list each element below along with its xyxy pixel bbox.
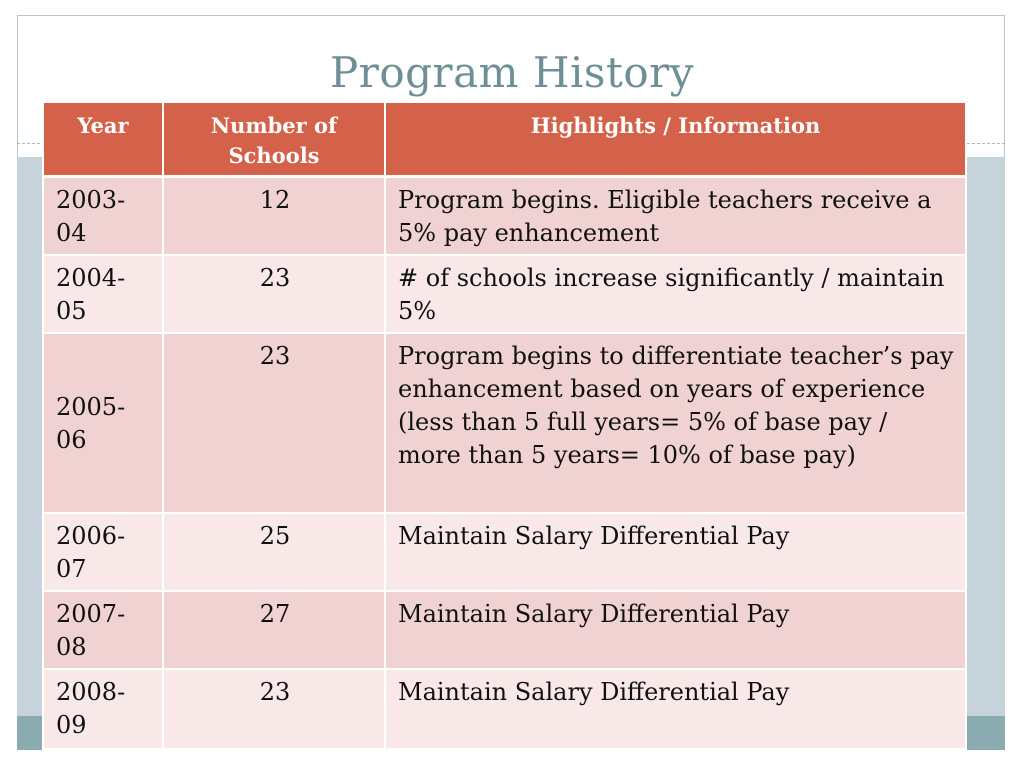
table-row: [43, 669, 966, 749]
cell-year: 2003-04: [43, 177, 163, 256]
table-row: [43, 255, 966, 333]
cell-schools: 23: [163, 255, 385, 333]
program-history-table: [42, 101, 967, 750]
cell-year: 2004-05: [43, 255, 163, 333]
cell-year: 2006-07: [43, 513, 163, 591]
cell-info: # of schools increase significantly / maintain 5%: [385, 255, 966, 333]
cell-schools: 23: [163, 669, 385, 749]
cell-info: Maintain Salary Differential Pay: [385, 669, 966, 749]
cell-year: 2008-09: [43, 669, 163, 749]
table-row: [43, 591, 966, 669]
cell-info: Maintain Salary Differential Pay: [385, 513, 966, 591]
table-row: [43, 333, 966, 513]
cell-info: Program begins. Eligible teachers receive a 5% pay enhancement: [385, 177, 966, 256]
header-year: Year: [43, 102, 163, 177]
page-title: Program History: [330, 48, 694, 97]
table-row: [43, 513, 966, 591]
cell-info: Program begins to differentiate teacher’s pay enhancement based on years of experience (less than 5 full years= 5% of base pay / more than 5 years= 10% of base pay): [385, 333, 966, 513]
table-header-row: [43, 102, 966, 177]
cell-schools: 27: [163, 591, 385, 669]
cell-info: Maintain Salary Differential Pay: [385, 591, 966, 669]
header-highlights: Highlights / Information: [385, 102, 966, 177]
table-row: [43, 177, 966, 256]
cell-schools: 25: [163, 513, 385, 591]
cell-schools: 23: [163, 333, 385, 513]
header-number-of-schools: Number of Schools: [163, 102, 385, 177]
cell-year: 2005-06: [43, 333, 163, 513]
cell-schools: 12: [163, 177, 385, 256]
cell-year: 2007-08: [43, 591, 163, 669]
